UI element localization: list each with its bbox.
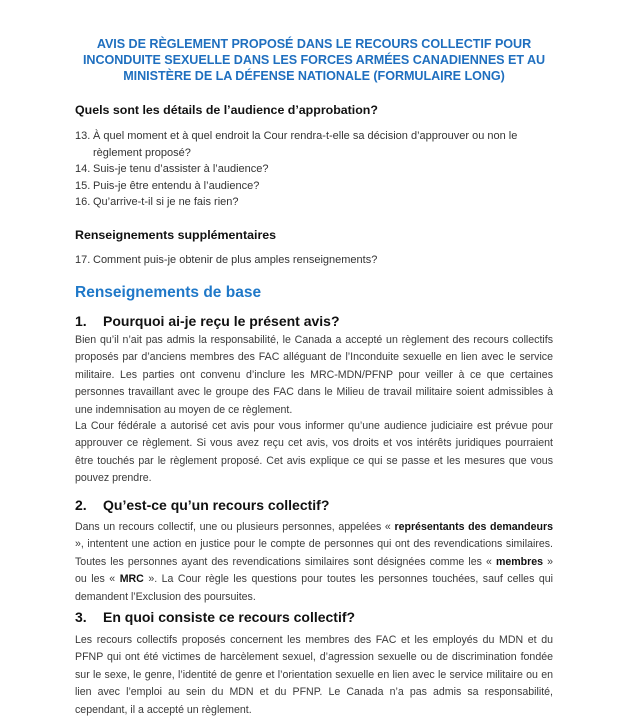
paragraph-text: Dans un recours collectif, une ou plusieurs personnes, appelées « xyxy=(75,521,395,533)
paragraph-text: » ou les « xyxy=(75,555,554,586)
toc-item[interactable] xyxy=(75,178,553,195)
toc-item-text[interactable]: Comment puis-je obtenir de plus amples renseignements? xyxy=(93,254,378,266)
term-plaintiff-representatives: représentants des demandeurs xyxy=(394,521,554,533)
question-number: 1. xyxy=(75,313,87,329)
term-mrc: MRC xyxy=(119,573,144,586)
question-3-paragraph: Les recours collectifs proposés concernent les membres des FAC et les employés du MDN et du PFNP qui ont été victimes de harcèlement sexuel, d’agression sexuelle ou de discrimination fondée sur le sexe, le genre, l’identité de genre et l’orientation sexuelle en lien avec le service militaire ou en lien avec l’emploi au sein du MDN et du PFNP. Le Canada n’a pas admis sa responsabilité, cependant, il a accepté un règlement. xyxy=(75,634,553,716)
question-1-paragraph-1: Bien qu’il n’ait pas admis la responsabilité, le Canada a accepté un règlement des recours collectifs proposés par d’anciens membres des FAC alléguant de l’Inconduite sexuelle en lien avec le service militaire. Les parties ont convenu d’inclure les MRC-MDN/PFNP pour veiller à ce que certaines personnes travaillant avec le groupe des FAC dans le Milieu de travail militaire soient admissibles à une indemnisation au moyen de ce règlement. xyxy=(75,334,553,416)
question-title: Pourquoi ai-je reçu le présent avis? xyxy=(103,313,340,329)
paragraph-text: ». La Cour règle les questions pour toutes les personnes touchées, sauf celles qui demandent l’Exclusion des poursuites. xyxy=(75,573,553,603)
question-heading-1 xyxy=(75,313,340,329)
toc-item-number: 16. xyxy=(75,196,91,208)
question-2-paragraph xyxy=(75,519,553,606)
toc-item[interactable] xyxy=(75,252,553,269)
toc-item-text[interactable]: Puis-je être entendu à l’audience? xyxy=(93,179,260,192)
title-line: AVIS DE RÈGLEMENT PROPOSÉ DANS LE RECOURS COLLECTIF POUR xyxy=(96,37,532,51)
toc-heading-additional-info: Renseignements supplémentaires xyxy=(75,228,277,242)
toc-item-text[interactable]: À quel moment et à quel endroit la Cour rendra-t-elle sa décision d’approuver ou non le règlement proposé? xyxy=(93,130,518,159)
toc-list-approval-hearing xyxy=(75,128,553,211)
term-members: membres xyxy=(495,555,544,568)
title-line: INCONDUITE SEXUELLE DANS LES FORCES ARMÉES CANADIENNES ET AU xyxy=(82,53,546,67)
question-title: Qu’est-ce qu’un recours collectif? xyxy=(103,497,330,513)
toc-item-number: 13. xyxy=(75,130,91,142)
toc-heading-approval-hearing: Quels sont les détails de l’audience d’approbation? xyxy=(75,103,378,117)
toc-item[interactable] xyxy=(75,161,553,178)
toc-item-text[interactable]: Qu’arrive-t-il si je ne fais rien? xyxy=(93,196,239,208)
paragraph-text: », intentent une action en justice pour le compte de personnes qui ont des revendications similaires. Toutes les personnes ayant des revendications similaires sont désignées comme les « xyxy=(75,538,553,568)
toc-list-additional-info xyxy=(75,252,553,269)
toc-item[interactable] xyxy=(75,194,553,211)
question-number: 3. xyxy=(75,609,87,625)
section-title-basic-info: Renseignements de base xyxy=(75,284,262,301)
question-number: 2. xyxy=(75,497,87,513)
toc-item-number: 15. xyxy=(75,179,91,192)
toc-item-number: 14. xyxy=(75,163,91,175)
toc-item[interactable] xyxy=(75,128,553,161)
document-page xyxy=(75,0,554,716)
document-title xyxy=(75,0,553,84)
title-line: MINISTÈRE DE LA DÉFENSE NATIONALE (FORMULAIRE LONG) xyxy=(123,69,505,83)
question-heading-2 xyxy=(75,497,329,513)
question-title: En quoi consiste ce recours collectif? xyxy=(103,609,356,625)
toc-item-number: 17. xyxy=(75,254,91,266)
question-heading-3 xyxy=(75,609,355,625)
question-1-paragraph-2: La Cour fédérale a autorisé cet avis pour vous informer qu’une audience judiciaire est prévue pour approuver ce règlement. Si vous avez reçu cet avis, vos droits et vos intérêts juridiques pourraient être touchés par le règlement proposé. Cet avis explique ce qui se passe et les mesures que vous pouvez prendre. xyxy=(75,420,553,485)
toc-item-text[interactable]: Suis-je tenu d’assister à l’audience? xyxy=(93,163,269,175)
